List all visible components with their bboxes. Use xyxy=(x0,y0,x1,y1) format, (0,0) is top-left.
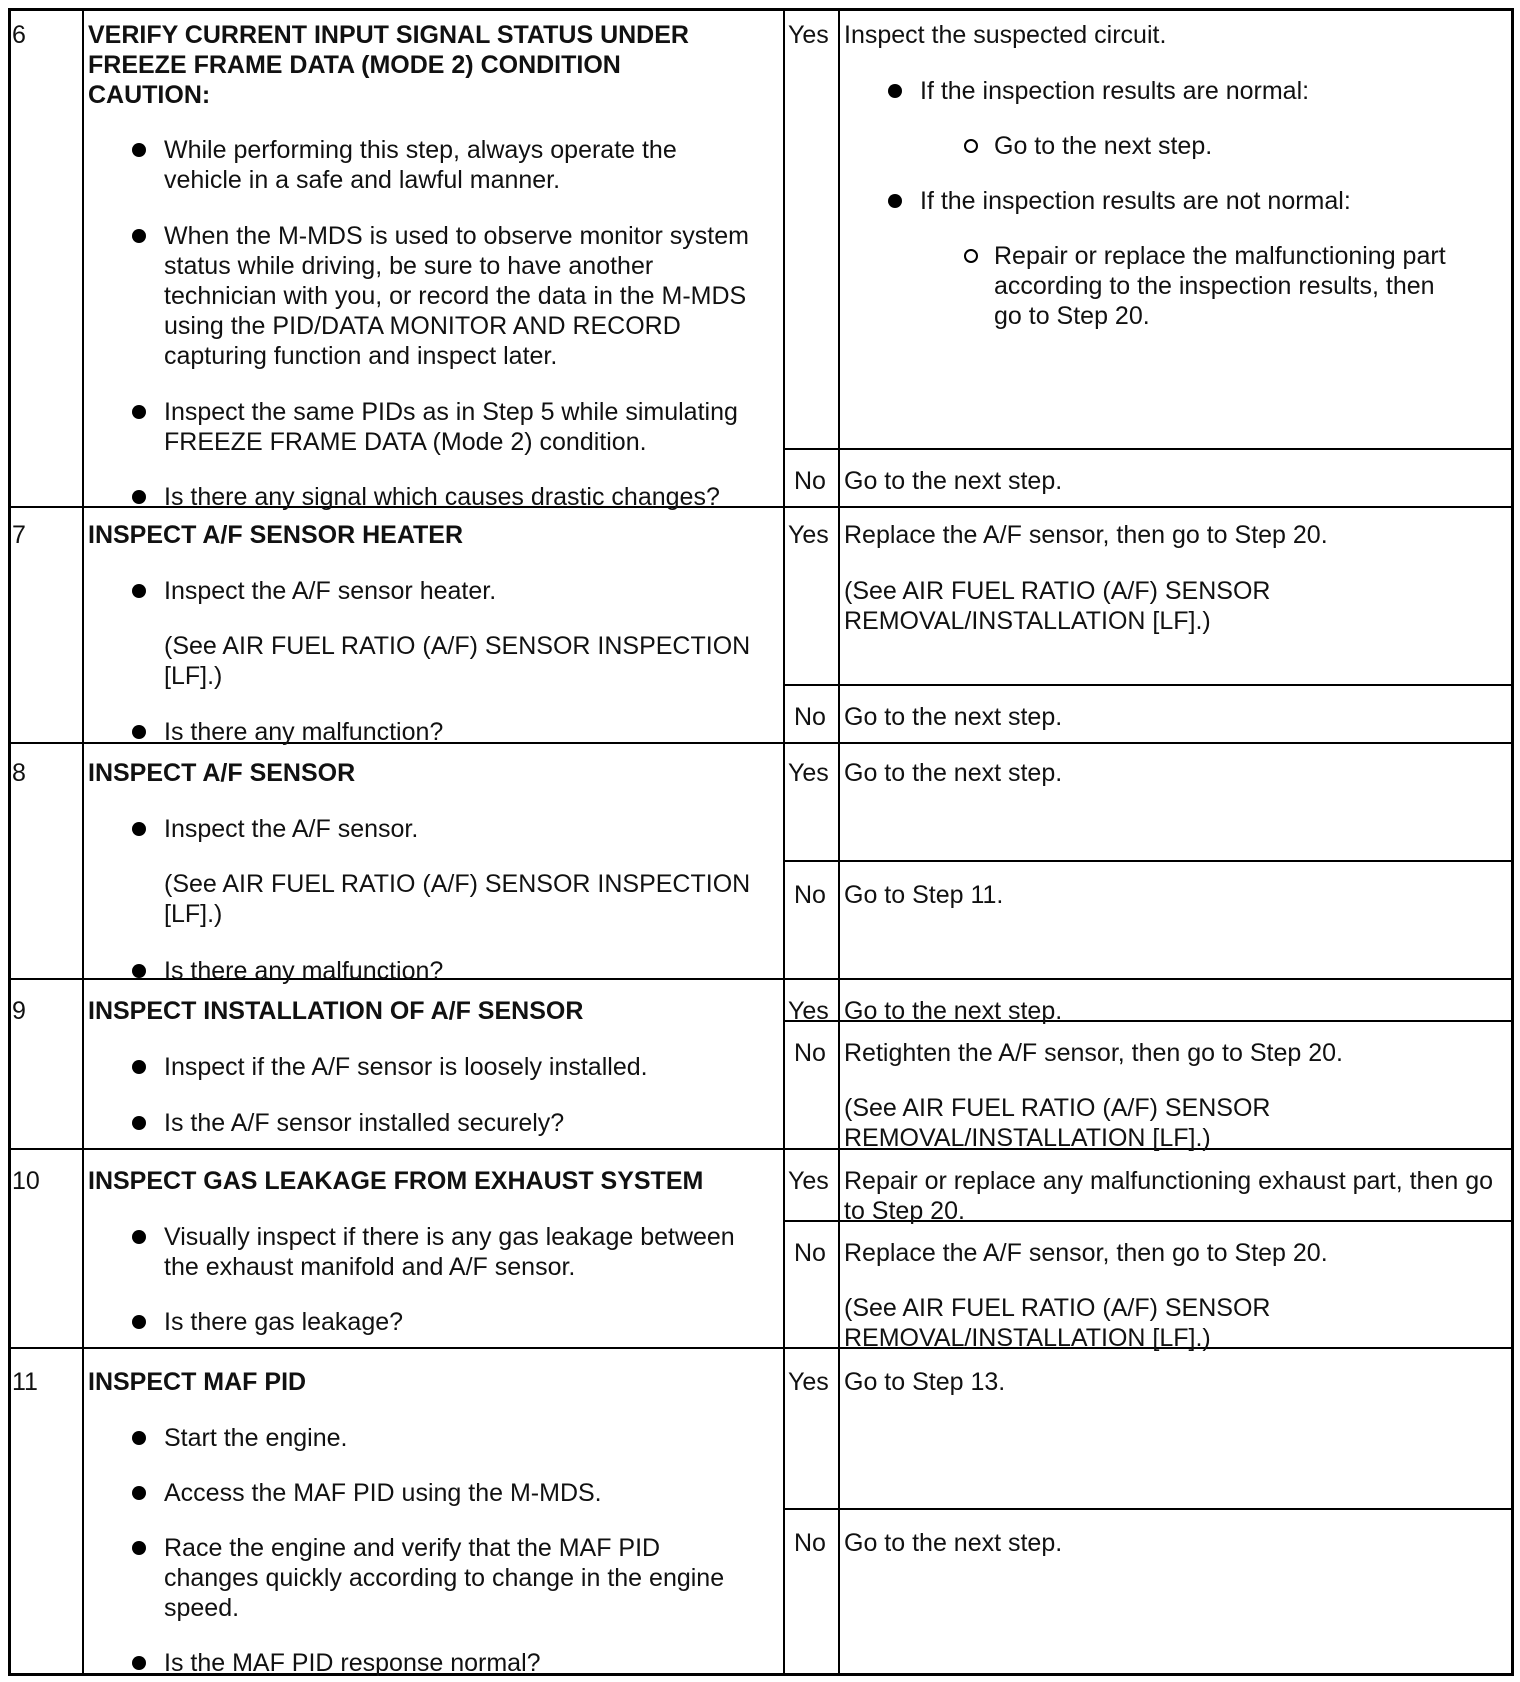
bullet-text: Start the engine. xyxy=(164,1424,348,1452)
result-text: Go to the next step. xyxy=(844,467,1063,495)
step-number: 9 xyxy=(12,997,26,1025)
yes-no-separator xyxy=(783,448,1514,450)
result-text: Repair or replace any malfunctioning exhaust part, then go xyxy=(844,1167,1493,1195)
reference-text: [LF].) xyxy=(164,662,223,690)
result-text: to Step 20. xyxy=(844,1197,965,1225)
bullet-text: Inspect the same PIDs as in Step 5 while simulating xyxy=(164,398,738,426)
column-divider-action xyxy=(783,8,785,1676)
sub-bullet-icon xyxy=(964,249,978,263)
bullet-text: Is the A/F sensor installed securely? xyxy=(164,1109,565,1137)
table-border-right xyxy=(1511,8,1514,1676)
result-text: Go to the next step. xyxy=(844,759,1063,787)
step-title: INSPECT A/F SENSOR xyxy=(88,759,356,787)
bullet-icon xyxy=(132,490,146,504)
yes-no-separator xyxy=(783,860,1514,862)
bullet-icon xyxy=(132,1541,146,1555)
yes-no-separator xyxy=(783,684,1514,686)
yes-label: Yes xyxy=(788,997,829,1025)
result-text: Go to the next step. xyxy=(994,132,1213,160)
result-text: If the inspection results are not normal: xyxy=(920,187,1351,215)
no-label: No xyxy=(794,1529,826,1557)
yes-no-separator xyxy=(783,1508,1514,1510)
yes-label: Yes xyxy=(788,1167,829,1195)
result-text: go to Step 20. xyxy=(994,302,1150,330)
bullet-icon xyxy=(132,725,146,739)
result-text: REMOVAL/INSTALLATION [LF].) xyxy=(844,607,1211,635)
step-title: INSPECT A/F SENSOR HEATER xyxy=(88,521,464,549)
reference-text: (See AIR FUEL RATIO (A/F) SENSOR INSPECTION xyxy=(164,870,751,898)
bullet-text: capturing function and inspect later. xyxy=(164,342,558,370)
column-divider-step xyxy=(82,8,84,1676)
bullet-icon xyxy=(132,964,146,978)
result-text: Replace the A/F sensor, then go to Step 20. xyxy=(844,1239,1328,1267)
table-border-left xyxy=(8,8,11,1676)
result-text: Go to the next step. xyxy=(844,703,1063,731)
no-label: No xyxy=(794,703,826,731)
bullet-icon xyxy=(132,1116,146,1130)
reference-text: [LF].) xyxy=(164,900,223,928)
result-text: (See AIR FUEL RATIO (A/F) SENSOR xyxy=(844,1094,1271,1122)
bullet-icon xyxy=(132,143,146,157)
bullet-text: technician with you, or record the data in the M-MDS xyxy=(164,282,747,310)
step-number: 7 xyxy=(12,521,26,549)
bullet-icon xyxy=(132,822,146,836)
result-text: Inspect the suspected circuit. xyxy=(844,21,1167,49)
result-text: Replace the A/F sensor, then go to Step 20. xyxy=(844,521,1328,549)
bullet-icon xyxy=(132,229,146,243)
yes-label: Yes xyxy=(788,21,829,49)
bullet-text: vehicle in a safe and lawful manner. xyxy=(164,166,561,194)
reference-text: (See AIR FUEL RATIO (A/F) SENSOR INSPECTION xyxy=(164,632,751,660)
bullet-text: Is there gas leakage? xyxy=(164,1308,404,1336)
bullet-icon xyxy=(132,1315,146,1329)
result-text: (See AIR FUEL RATIO (A/F) SENSOR xyxy=(844,1294,1271,1322)
result-text: Go to Step 13. xyxy=(844,1368,1006,1396)
column-divider-result xyxy=(838,8,840,1676)
bullet-text: Is there any malfunction? xyxy=(164,718,444,746)
yes-label: Yes xyxy=(788,759,829,787)
bullet-text: While performing this step, always operate the xyxy=(164,136,677,164)
bullet-text: speed. xyxy=(164,1594,240,1622)
bullet-icon xyxy=(132,1060,146,1074)
bullet-icon xyxy=(888,84,902,98)
result-text: Repair or replace the malfunctioning part xyxy=(994,242,1446,270)
bullet-text: Is the MAF PID response normal? xyxy=(164,1649,541,1677)
bullet-icon xyxy=(132,405,146,419)
bullet-icon xyxy=(888,194,902,208)
no-label: No xyxy=(794,881,826,909)
bullet-text: Inspect if the A/F sensor is loosely installed. xyxy=(164,1053,648,1081)
bullet-text: Visually inspect if there is any gas leakage between xyxy=(164,1223,735,1251)
step-number: 11 xyxy=(12,1368,38,1396)
result-text: Go to the next step. xyxy=(844,997,1063,1025)
step-title: INSPECT GAS LEAKAGE FROM EXHAUST SYSTEM xyxy=(88,1167,704,1195)
bullet-icon xyxy=(132,584,146,598)
row-separator xyxy=(8,1148,1514,1150)
bullet-text: Inspect the A/F sensor heater. xyxy=(164,577,497,605)
bullet-icon xyxy=(132,1656,146,1670)
yes-label: Yes xyxy=(788,521,829,549)
bullet-icon xyxy=(132,1230,146,1244)
result-text: If the inspection results are normal: xyxy=(920,77,1310,105)
result-text: (See AIR FUEL RATIO (A/F) SENSOR xyxy=(844,577,1271,605)
step-title: INSPECT MAF PID xyxy=(88,1368,307,1396)
result-text: Go to the next step. xyxy=(844,1529,1063,1557)
bullet-icon xyxy=(132,1486,146,1500)
result-text: REMOVAL/INSTALLATION [LF].) xyxy=(844,1324,1211,1352)
caution-label: CAUTION: xyxy=(88,81,211,109)
bullet-text: Is there any malfunction? xyxy=(164,957,444,985)
no-label: No xyxy=(794,1239,826,1267)
row-separator xyxy=(8,1347,1514,1349)
step-number: 10 xyxy=(12,1167,40,1195)
bullet-text: status while driving, be sure to have another xyxy=(164,252,654,280)
step-title: FREEZE FRAME DATA (MODE 2) CONDITION xyxy=(88,51,621,79)
bullet-text: Is there any signal which causes drastic changes? xyxy=(164,483,720,511)
table-border-top xyxy=(8,8,1514,11)
result-text: according to the inspection results, then xyxy=(994,272,1435,300)
bullet-text: Race the engine and verify that the MAF PID xyxy=(164,1534,661,1562)
step-title: INSPECT INSTALLATION OF A/F SENSOR xyxy=(88,997,584,1025)
step-number: 8 xyxy=(12,759,26,787)
sub-bullet-icon xyxy=(964,139,978,153)
result-text: Go to Step 11. xyxy=(844,881,1004,909)
yes-label: Yes xyxy=(788,1368,829,1396)
bullet-text: Access the MAF PID using the M-MDS. xyxy=(164,1479,602,1507)
bullet-text: using the PID/DATA MONITOR AND RECORD xyxy=(164,312,681,340)
bullet-text: Inspect the A/F sensor. xyxy=(164,815,419,843)
bullet-text: changes quickly according to change in the engine xyxy=(164,1564,725,1592)
no-label: No xyxy=(794,467,826,495)
step-title: VERIFY CURRENT INPUT SIGNAL STATUS UNDER xyxy=(88,21,689,49)
result-text: REMOVAL/INSTALLATION [LF].) xyxy=(844,1124,1211,1152)
result-text: Retighten the A/F sensor, then go to Step 20. xyxy=(844,1039,1343,1067)
bullet-text: FREEZE FRAME DATA (Mode 2) condition. xyxy=(164,428,647,456)
no-label: No xyxy=(794,1039,826,1067)
bullet-text: When the M-MDS is used to observe monitor system xyxy=(164,222,749,250)
step-number: 6 xyxy=(12,21,26,49)
procedure-table xyxy=(8,8,1514,1676)
bullet-text: the exhaust manifold and A/F sensor. xyxy=(164,1253,576,1281)
bullet-icon xyxy=(132,1431,146,1445)
